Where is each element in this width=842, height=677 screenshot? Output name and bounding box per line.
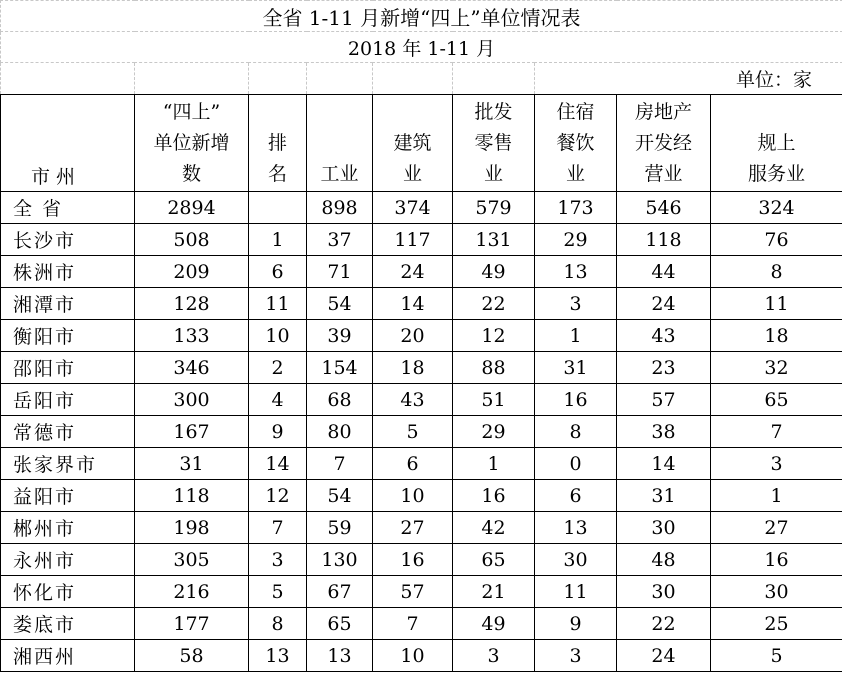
header-services-line: 规上 <box>757 132 796 154</box>
unit-spacer <box>307 63 373 95</box>
header-realestate-line: 开发经 <box>634 132 692 154</box>
header-industry <box>307 95 373 192</box>
cell-rank: 11 <box>249 288 307 320</box>
unit-spacer <box>453 63 535 95</box>
cell-retail: 3 <box>453 640 535 672</box>
cell-lodging: 31 <box>535 352 617 384</box>
header-realestate <box>617 95 711 192</box>
cell-construction: 7 <box>373 608 453 640</box>
table-row <box>1 544 842 576</box>
table-row <box>1 448 842 480</box>
cell-industry: 67 <box>307 576 373 608</box>
cell-total: 508 <box>135 224 249 256</box>
cell-construction: 27 <box>373 512 453 544</box>
cell-construction: 16 <box>373 544 453 576</box>
header-services-line: 服务业 <box>748 163 806 185</box>
header-construction <box>373 95 453 192</box>
cell-construction: 18 <box>373 352 453 384</box>
header-lodging-line: 住宿 <box>556 101 595 123</box>
cell-services: 18 <box>711 320 842 352</box>
table-title: 全省 1-11 月新增“四上”单位情况表 <box>1 1 842 32</box>
cell-construction: 43 <box>373 384 453 416</box>
cell-total: 198 <box>135 512 249 544</box>
cell-services: 32 <box>711 352 842 384</box>
cell-services: 3 <box>711 448 842 480</box>
cell-industry: 39 <box>307 320 373 352</box>
cell-retail: 16 <box>453 480 535 512</box>
cell-retail: 29 <box>453 416 535 448</box>
cell-total: 133 <box>135 320 249 352</box>
cell-name: 郴州市 <box>1 512 135 544</box>
table-subtitle: 2018 年 1-11 月 <box>1 32 842 63</box>
cell-retail: 131 <box>453 224 535 256</box>
cell-rank: 8 <box>249 608 307 640</box>
header-rank-line: 排 <box>267 132 287 154</box>
cell-construction: 5 <box>373 416 453 448</box>
cell-industry: 71 <box>307 256 373 288</box>
cell-services: 16 <box>711 544 842 576</box>
header-services <box>711 95 842 192</box>
cell-retail: 12 <box>453 320 535 352</box>
cell-services: 7 <box>711 416 842 448</box>
table-row <box>1 192 842 224</box>
cell-name: 常德市 <box>1 416 135 448</box>
header-total-line: “四上” <box>162 101 221 123</box>
cell-name: 娄底市 <box>1 608 135 640</box>
cell-industry: 59 <box>307 512 373 544</box>
header-rank <box>249 95 307 192</box>
cell-name: 怀化市 <box>1 576 135 608</box>
table-row <box>1 480 842 512</box>
cell-realestate: 57 <box>617 384 711 416</box>
cell-realestate: 30 <box>617 512 711 544</box>
cell-industry: 68 <box>307 384 373 416</box>
cell-retail: 22 <box>453 288 535 320</box>
cell-lodging: 29 <box>535 224 617 256</box>
cell-lodging: 9 <box>535 608 617 640</box>
cell-services: 1 <box>711 480 842 512</box>
header-construction-line: 业 <box>402 163 422 185</box>
cell-lodging: 0 <box>535 448 617 480</box>
cell-lodging: 13 <box>535 256 617 288</box>
cell-total: 346 <box>135 352 249 384</box>
cell-rank: 10 <box>249 320 307 352</box>
cell-industry: 154 <box>307 352 373 384</box>
table-row <box>1 640 842 672</box>
cell-retail: 579 <box>453 192 535 224</box>
table-row <box>1 384 842 416</box>
unit-spacer <box>373 63 453 95</box>
cell-services: 27 <box>711 512 842 544</box>
cell-industry: 54 <box>307 288 373 320</box>
cell-rank: 6 <box>249 256 307 288</box>
header-industry-line: 工业 <box>320 163 359 185</box>
cell-industry: 65 <box>307 608 373 640</box>
cell-name: 全 省 <box>1 192 135 224</box>
cell-total: 177 <box>135 608 249 640</box>
cell-construction: 10 <box>373 640 453 672</box>
cell-lodging: 3 <box>535 640 617 672</box>
cell-name: 张家界市 <box>1 448 135 480</box>
unit-spacer <box>135 63 249 95</box>
table-row <box>1 256 842 288</box>
cell-total: 300 <box>135 384 249 416</box>
header-lodging-line: 餐饮 <box>556 132 595 154</box>
cell-retail: 21 <box>453 576 535 608</box>
cell-lodging: 173 <box>535 192 617 224</box>
table-row <box>1 288 842 320</box>
cell-services: 5 <box>711 640 842 672</box>
cell-rank: 9 <box>249 416 307 448</box>
cell-construction: 14 <box>373 288 453 320</box>
cell-realestate: 24 <box>617 288 711 320</box>
header-realestate-line: 房地产 <box>634 101 692 123</box>
cell-total: 305 <box>135 544 249 576</box>
cell-retail: 42 <box>453 512 535 544</box>
cell-realestate: 546 <box>617 192 711 224</box>
cell-total: 2894 <box>135 192 249 224</box>
unit-label: 单位：家 <box>535 63 842 95</box>
cell-rank: 14 <box>249 448 307 480</box>
cell-construction: 374 <box>373 192 453 224</box>
cell-industry: 130 <box>307 544 373 576</box>
cell-name: 益阳市 <box>1 480 135 512</box>
table-row <box>1 224 842 256</box>
cell-construction: 20 <box>373 320 453 352</box>
cell-construction: 6 <box>373 448 453 480</box>
cell-construction: 24 <box>373 256 453 288</box>
cell-services: 65 <box>711 384 842 416</box>
cell-rank: 7 <box>249 512 307 544</box>
cell-total: 216 <box>135 576 249 608</box>
cell-realestate: 23 <box>617 352 711 384</box>
header-retail-line: 业 <box>483 163 503 185</box>
cell-lodging: 3 <box>535 288 617 320</box>
cell-realestate: 30 <box>617 576 711 608</box>
cell-rank: 1 <box>249 224 307 256</box>
cell-lodging: 13 <box>535 512 617 544</box>
cell-retail: 49 <box>453 256 535 288</box>
cell-services: 30 <box>711 576 842 608</box>
cell-total: 31 <box>135 448 249 480</box>
cell-industry: 80 <box>307 416 373 448</box>
cell-name: 永州市 <box>1 544 135 576</box>
cell-services: 76 <box>711 224 842 256</box>
cell-services: 324 <box>711 192 842 224</box>
cell-name: 长沙市 <box>1 224 135 256</box>
cell-rank: 12 <box>249 480 307 512</box>
cell-lodging: 16 <box>535 384 617 416</box>
table-row <box>1 320 842 352</box>
header-lodging-line: 业 <box>565 163 585 185</box>
cell-industry: 54 <box>307 480 373 512</box>
cell-name: 岳阳市 <box>1 384 135 416</box>
header-total-line: 数 <box>181 163 201 185</box>
cell-realestate: 24 <box>617 640 711 672</box>
cell-retail: 51 <box>453 384 535 416</box>
cell-rank: 4 <box>249 384 307 416</box>
cell-realestate: 38 <box>617 416 711 448</box>
header-realestate-line: 营业 <box>644 163 683 185</box>
cell-name: 衡阳市 <box>1 320 135 352</box>
cell-rank: 2 <box>249 352 307 384</box>
cell-rank: 13 <box>249 640 307 672</box>
cell-industry: 37 <box>307 224 373 256</box>
cell-name: 邵阳市 <box>1 352 135 384</box>
cell-name: 株洲市 <box>1 256 135 288</box>
table-row <box>1 352 842 384</box>
cell-total: 209 <box>135 256 249 288</box>
cell-construction: 117 <box>373 224 453 256</box>
cell-rank: 3 <box>249 544 307 576</box>
cell-realestate: 31 <box>617 480 711 512</box>
cell-retail: 49 <box>453 608 535 640</box>
cell-services: 11 <box>711 288 842 320</box>
cell-total: 58 <box>135 640 249 672</box>
header-lodging <box>535 95 617 192</box>
header-region: 市 州 <box>1 95 135 192</box>
cell-industry: 7 <box>307 448 373 480</box>
cell-lodging: 11 <box>535 576 617 608</box>
cell-services: 8 <box>711 256 842 288</box>
cell-name: 湘潭市 <box>1 288 135 320</box>
cell-retail: 1 <box>453 448 535 480</box>
header-total-line: 单位新增 <box>153 132 230 154</box>
cell-lodging: 30 <box>535 544 617 576</box>
cell-services: 25 <box>711 608 842 640</box>
header-construction-line: 建筑 <box>393 132 432 154</box>
cell-retail: 65 <box>453 544 535 576</box>
column-header-row <box>1 95 842 192</box>
cell-lodging: 8 <box>535 416 617 448</box>
cell-total: 118 <box>135 480 249 512</box>
cell-realestate: 14 <box>617 448 711 480</box>
header-total <box>135 95 249 192</box>
cell-retail: 88 <box>453 352 535 384</box>
cell-lodging: 6 <box>535 480 617 512</box>
table-row <box>1 416 842 448</box>
cell-lodging: 1 <box>535 320 617 352</box>
unit-spacer <box>1 63 135 95</box>
cell-industry: 13 <box>307 640 373 672</box>
cell-total: 128 <box>135 288 249 320</box>
cell-rank: 5 <box>249 576 307 608</box>
cell-construction: 10 <box>373 480 453 512</box>
header-rank-line: 名 <box>267 163 287 185</box>
cell-realestate: 48 <box>617 544 711 576</box>
unit-spacer <box>249 63 307 95</box>
cell-realestate: 118 <box>617 224 711 256</box>
cell-name: 湘西州 <box>1 640 135 672</box>
cell-total: 167 <box>135 416 249 448</box>
table-row <box>1 576 842 608</box>
table-row <box>1 608 842 640</box>
header-retail <box>453 95 535 192</box>
cell-industry: 898 <box>307 192 373 224</box>
header-retail-line: 零售 <box>474 132 513 154</box>
cell-realestate: 22 <box>617 608 711 640</box>
table-row <box>1 512 842 544</box>
header-retail-line: 批发 <box>474 101 513 123</box>
cell-realestate: 44 <box>617 256 711 288</box>
cell-realestate: 43 <box>617 320 711 352</box>
cell-construction: 57 <box>373 576 453 608</box>
cell-rank <box>249 192 307 224</box>
